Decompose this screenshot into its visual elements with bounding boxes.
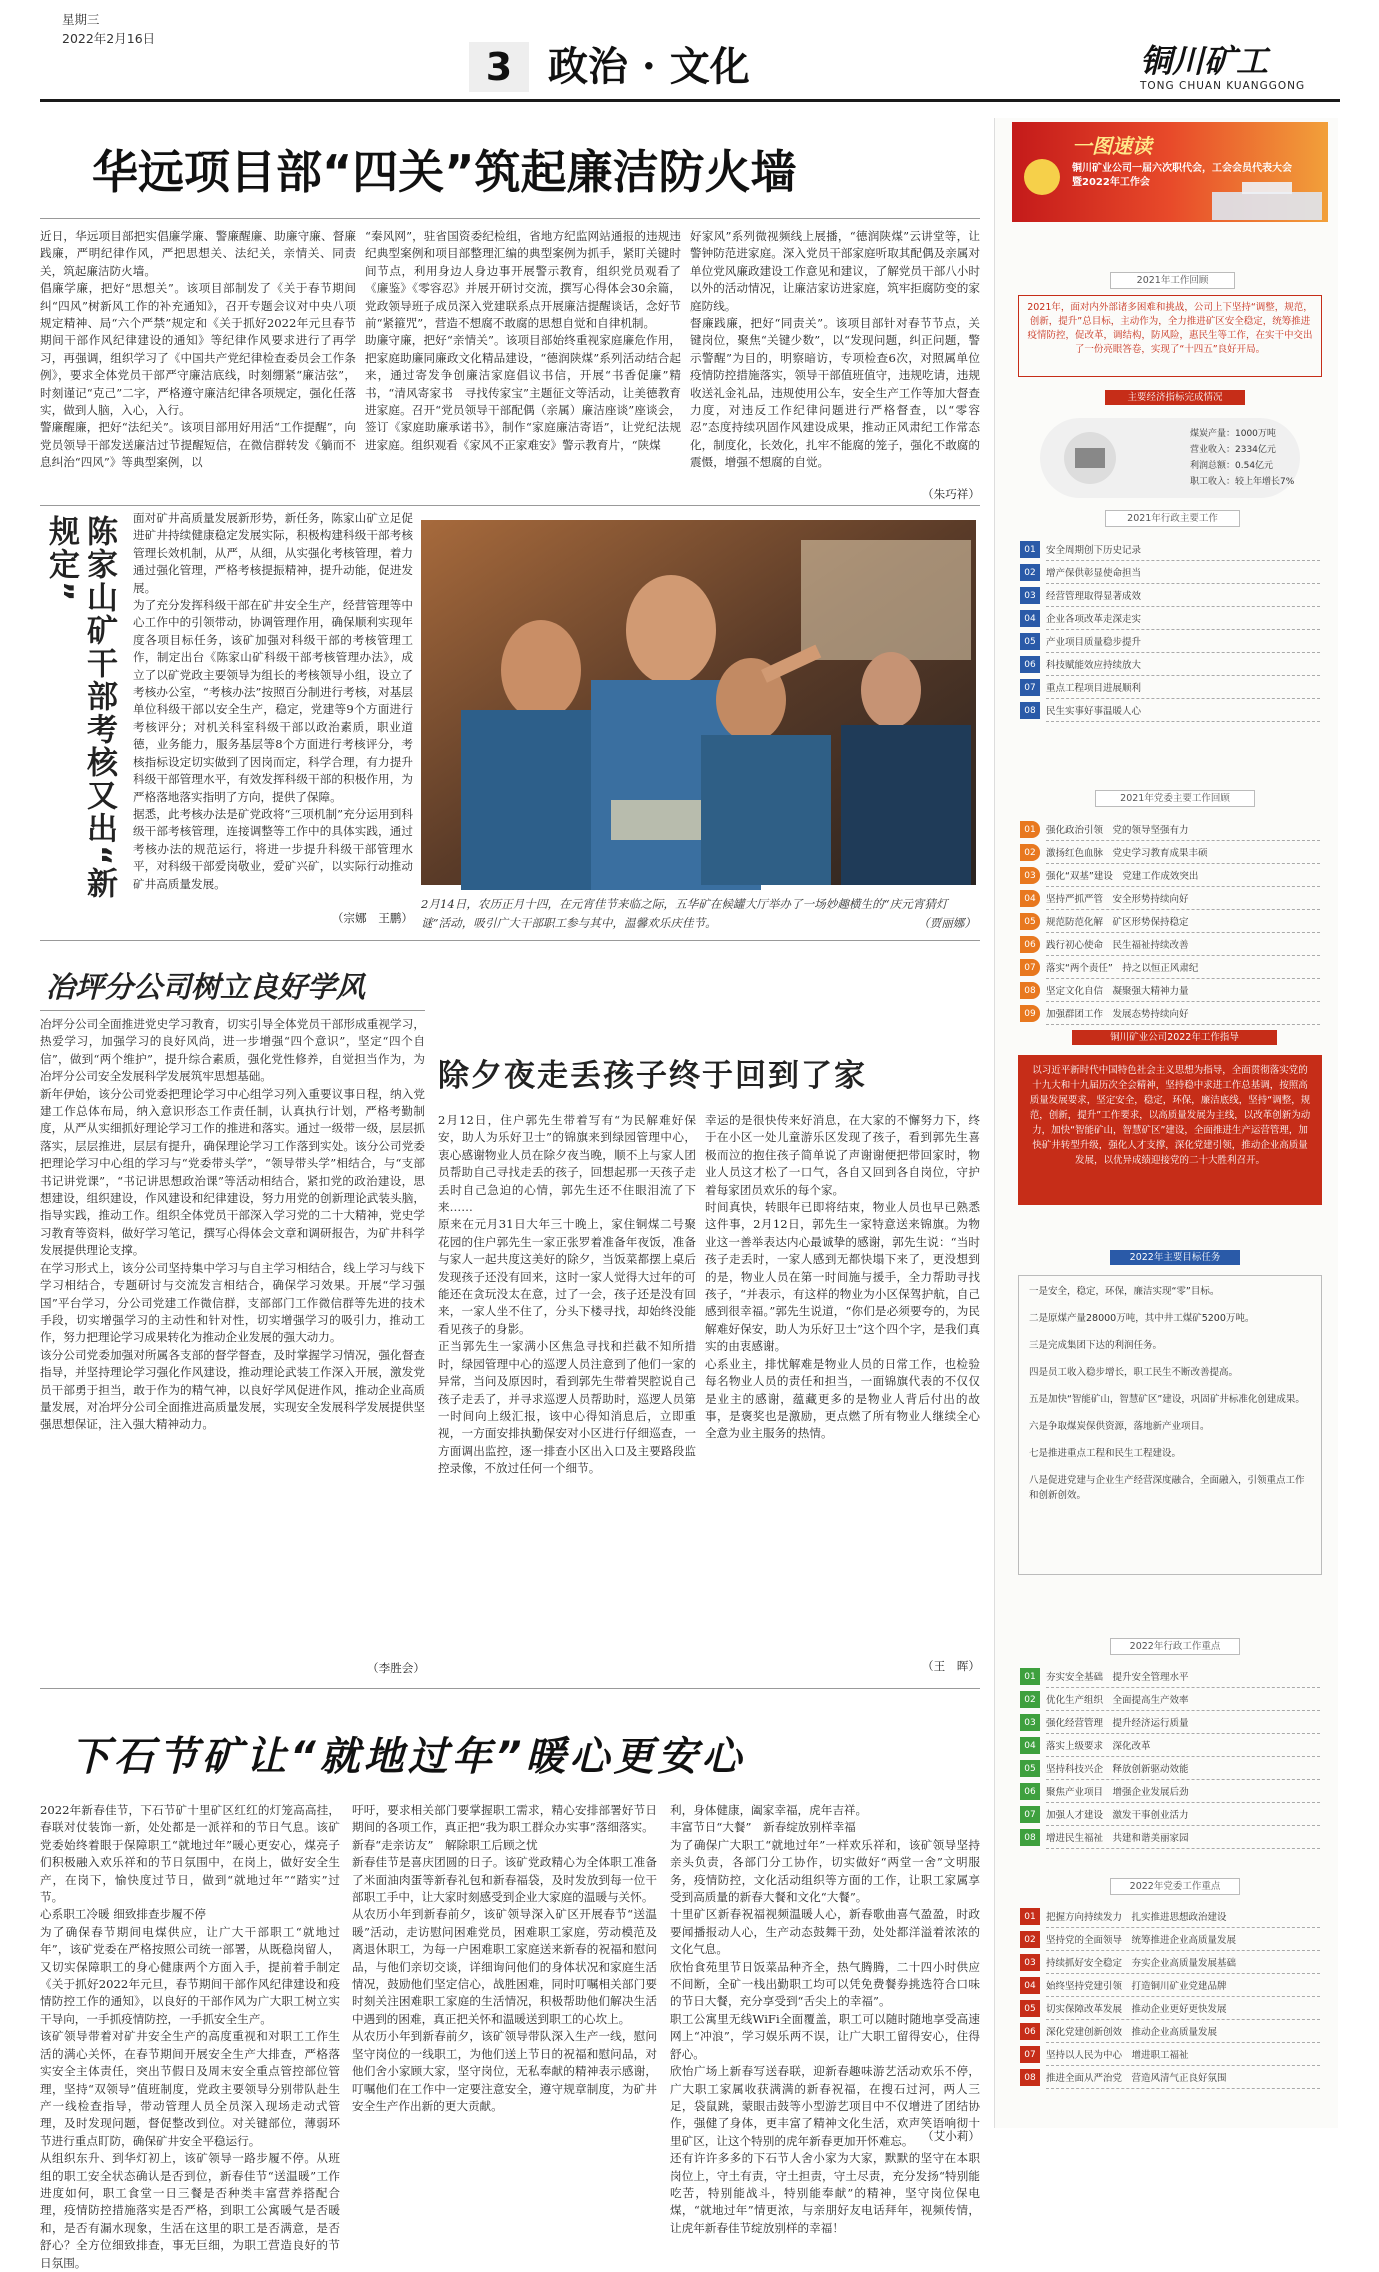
building-icon <box>1012 122 1328 222</box>
banner-title: 一图速读 <box>1072 134 1152 158</box>
party-item: 06 践行初心使命 民生福祉持续改善 <box>1020 933 1320 956</box>
task-item: 一是安全，稳定，环保，廉洁实现“零”目标。 <box>1029 1286 1220 1297</box>
party-key-list <box>1020 1905 1320 2089</box>
admin-item: 03 经营管理取得显著成效 <box>1020 584 1320 607</box>
admin-heading: 2021年行政主要工作 <box>1105 510 1240 527</box>
task-item: 三是完成集团下达的利润任务。 <box>1029 1340 1163 1351</box>
admin-item: 01 安全周期创下历史记录 <box>1020 538 1320 561</box>
divider <box>40 505 980 506</box>
page-number: 3 <box>469 42 529 92</box>
party-item: 02 激扬红色血脉 党史学习教育成果丰硕 <box>1020 841 1320 864</box>
admin-item: 02 增产保供彰显使命担当 <box>1020 561 1320 584</box>
indicators-box <box>1040 418 1300 498</box>
article-2-byline: （宗娜 王鹏） <box>331 911 413 925</box>
admin-item: 07 重点工程项目进展顺利 <box>1020 676 1320 699</box>
admin-list <box>1020 538 1320 722</box>
party-key-item: 02 坚持党的全面领导 统筹推进企业高质量发展 <box>1020 1928 1320 1951</box>
party-item: 07 落实“两个责任” 持之以恒正风肃纪 <box>1020 956 1320 979</box>
weekday: 星期三 <box>62 12 100 27</box>
infographic-banner <box>1012 122 1328 222</box>
admin-item: 05 产业项目质量稳步提升 <box>1020 630 1320 653</box>
article-3-body: 冶坪分公司全面推进党史学习教育，切实引导全体党员干部形成重视学习，热爱学习，加强学习的良好风尚，进一步增强“四个意识”，坚定“四个自信”，做到“两个维护”，提升综合素质，强化党性修养，自觉担当作为，为冶坪分公司安全发展科学发展筑牢思想基础。 新年伊始，该分公司党委把理论学习中心组学习列入重要议事日程，纳入党建工作总体布局，纳入意识形态工作责任制，认真执行计划，严格考勤制度，从严从实细抓好理论学习工作的推进和落实。通过一级带一级，层层抓落实，层层推进，层层有提升，确保理论学习工作落到实处。该分公司党委把理论学习中心组的学习与“党委带头学”，“领导带头学”相结合，与“支部书记讲党课”，“书记讲思想政治课”等活动相结合，紧扣党的政治建设，思想建设，组织建设，作风建设和纪律建设，努力用党的创新理论武装头脑，指导实践，推动工作。组织全体党员干部深入学习党的二十大精神，党史学习教育等资料，做好学习笔记，撰写心得体会文章和调研报告，为矿井科学发展提供理论支撑。 在学习形式上，该分公司坚持集中学习与自主学习相结合，线上学习与线下学习相结合，专题研讨与交流发言相结合，确保学习效果。开展“学习强国”平台学习，分公司党建工作微信群，支部部门工作微信群等先进的技术手段，切实增强学习的主动性和针对性，切实增强学习的吸引力，推动工作，努力把理论学习成果转化为推动企业发展的强大动力。 该分公司党委加强对所属各支部的督学督查，及时掌握学习情况，强化督查指导，并坚持理论学习强化作风建设，推动理论武装工作深入开展，激发党员干部勇于担当，敢于作为的精气神，以良好学风促进作风，推动企业高质量发展，对冶坪分公司全面推进高质量发展，实现安全发展科学发展提供坚强思想保证，注入强大精神动力。 <box>40 1017 425 1432</box>
headline-article-4: 除夕夜走丢孩子终于回到了家 <box>438 1058 867 1094</box>
recap-heading: 2021年工作回顾 <box>1110 272 1235 289</box>
divider <box>40 940 980 941</box>
article-1-col1: 近日，华远项目部把实倡廉学廉、警廉醒廉、助廉守廉、督廉践廉，严明纪律作风，严把思想关、法纪关，亲情关、同责关，筑起廉洁防火墙。 倡廉学廉，把好“思想关”。该项目部制发了《关于春节期间纠“四风”树新风工作的补充通知》，召开专题会议对中央八项规定精神、局“六个严禁”规定和《关于抓好2022年元旦春节期间干部作风纪律建设的通知》等纪律作风要求进行了再学习，再强调，组织学习了《中国共产党纪律检查委员会工作条例》，要求全体党员干部严守廉洁底线，时刻绷紧“廉洁弦”，时刻谨记“克己”二字，严格遵守廉洁纪律各项规定，强化任落实，做到人脑，入心，入行。 警廉醒廉，把好“法纪关”。该项目部用好用活“工作提醒”，向党员领导干部发送廉洁过节提醒短信，在微信群转发《躺而不息纠治“四风”》等典型案例，以 <box>40 229 356 470</box>
task-item: 四是员工收入稳步增长，职工民生不断改善提高。 <box>1029 1367 1239 1378</box>
section-title: 政治 · 文化 <box>548 43 750 90</box>
tasks-list <box>1018 1275 1322 1575</box>
task-item: 七是推进重点工程和民生工程建设。 <box>1029 1448 1182 1459</box>
key-item: 08 增进民生福祉 共建和谐美丽家园 <box>1020 1826 1320 1849</box>
party-item: 09 加强群团工作 发展态势持续向好 <box>1020 1002 1320 1025</box>
article-5-byline: （艾小莉） <box>922 2129 980 2143</box>
tasks-heading: 2022年主要目标任务 <box>1110 1250 1240 1265</box>
party-key-item: 05 切实保障改革发展 推动企业更好更快发展 <box>1020 1997 1320 2020</box>
newspaper-name-en: TONG CHUAN KUANGGONG <box>1140 80 1306 92</box>
task-item: 六是争取煤炭保供资源，落地新产业项目。 <box>1029 1421 1210 1432</box>
task-item: 二是原煤产量28000万吨，其中井工煤矿5200万吨。 <box>1029 1313 1255 1324</box>
guide-heading: 铜川矿业公司2022年工作指导 <box>1072 1030 1277 1045</box>
article-1-col3: 好家风”系列微视频线上展播，“德润陕煤”云讲堂等，让警钟防范进家庭。深入党员干部家庭听取其配偶及亲属对单位党风廉政建设工作意见和建议，了解党员干部八小时以外的活动情况，让廉洁家访进家庭，筑牢拒腐防变的家庭防线。 督廉践廉，把好“同责关”。该项目部针对春节节点，关键岗位，聚焦“关键少数”，以“发现问题，纠正问题，警示警醒”为目的，明察暗访，专项检查6次，对照属单位疫情防控措施落实，领导干部值班值守，违规吃请，违规收送礼金礼品，违规使用公车，安全生产工作等加大督查力度，对违反工作纪律问题进行严格督查，以“零容忍”态度持续巩固作风建设成果，推动正风肃纪工作常态化，制度化，长效化，扎牢不能腐的笼子，强化不敢腐的震慑，增强不想腐的自觉。 <box>690 229 980 470</box>
indicator-item: 煤炭产量：1000万吨 <box>1190 429 1276 439</box>
recap-text: 2021年，面对内外部诸多困难和挑战，公司上下坚持“调整，规范，创新，提升”总目标，主动作为，全力推进矿区安全稳定，统筹推进疫情防控，促改革，调结构，防风险，惠民生等工作，在实干中交出了一份亮眼答卷，实现了“十四五”良好开局。 <box>1018 295 1322 377</box>
key-list <box>1020 1665 1320 1849</box>
admin-item: 06 科技赋能效应持续放大 <box>1020 653 1320 676</box>
newspaper-name: 铜川矿工 <box>1140 42 1269 80</box>
article-3-byline: （李胜会） <box>367 1661 425 1675</box>
article-5-col2: 吁吁，要求相关部门要掌握职工需求，精心安排部署好节日期间的各项工作，真正把“我为职工群众办实事”落细落实。 新春“走亲访友” 解除职工后顾之忧 新春佳节是喜庆团圆的日子。该矿党政精心为全体职工准备了米面油肉蛋等新春礼包和新春福袋，及时发放到每一位干部职工手中，让大家时刻感受到企业大家庭的温暖与关怀。 从农历小年到新春前夕，该矿领导深入矿区开展春节“送温暖”活动，走访慰问困难党员，困难职工家庭，劳动模范及离退休职工，为每一户困难职工家庭送来新春的祝福和慰问品，与他们亲切交谈，详细询问他们的身体状况和家庭生活情况，鼓励他们坚定信心，战胜困难，同时叮嘱相关部门要时刻关注困难职工家庭的生活情况，积极帮助他们解决生活中遇到的困难，真正把关怀和温暖送到职工的心坎上。 从农历小年到新春前夕，该矿领导带队深入生产一线，慰问坚守岗位的一线职工，为他们送上节日的祝福和慰问品，对他们舍小家顾大家，坚守岗位，无私奉献的精神表示感谢，叮嘱他们在工作中一定要注意安全，遵守规章制度，为矿井安全生产作出新的更大贡献。 <box>352 1803 657 2113</box>
photo-credit: （贾丽娜） <box>918 916 976 930</box>
party-key-item: 03 持续抓好安全稳定 夯实企业高质量发展基础 <box>1020 1951 1320 1974</box>
indicators-list <box>1190 426 1294 490</box>
party-item: 03 强化“双基”建设 党建工作成效突出 <box>1020 864 1320 887</box>
party-key-item: 01 把握方向持续发力 扎实推进思想政治建设 <box>1020 1905 1320 1928</box>
masthead-date <box>62 10 155 48</box>
article-5-col1: 2022年新春佳节，下石节矿十里矿区红红的灯笼高高挂，春联对仗装饰一新，处处都是一派祥和的节日气息。该矿党委始终着眼于保障职工“就地过年”暖心更安心，煤亮子们积极融入欢乐祥和的节日氛围中，在岗上，做好安全生产，在岗下，愉快度过节日，做到“就地过年”“踏实”过节。 心系职工冷暖 细致排查步履不停 为了确保春节期间电煤供应，让广大干部职工“就地过年”，该矿党委在严格按照公司统一部署，从既稳岗留人，又切实保障职工的身心健康两个方面入手，提前着手制定《关于抓好2022年元旦，春节期间干部作风纪律建设和疫情防控工作的通知》，以良好的干部作风为广大职工树立实干导向，一手抓疫情防控，一手抓安全生产。 该矿领导带着对矿井安全生产的高度重视和对职工工作生活的满心关怀，在春节期间开展安全生产大排查，严格落实安全主体责任，突出节假日及周末安全重点管控部位管理，坚持“双领导”值班制度，党政主要领导分别带队赴生产一线检查指导，带动管理人员全员深入现场走动式管理，及时发现问题，督促整改到位。对关键部位，薄弱环节进行重点盯防，确保矿井安全平稳运行。 从组织东升、到华灯初上，该矿领导一路步履不停。从班组的职工安全状态确认是否到位，新春佳节“送温暖”工作进度如何，职工食堂一日三餐是否种类丰富营养搭配合理，疫情防控措施落实是否严格，到职工公寓暖气是否暖和，是否有漏水现象，生活在这里的职工是否满意，是否舒心？全方位细致排查，事无巨细，为职工营造良好的节日氛围。 <box>40 1803 340 2270</box>
key-item: 01 夯实安全基础 提升安全管理水平 <box>1020 1665 1320 1688</box>
key-item: 05 坚持科技兴企 释放创新驱动效能 <box>1020 1757 1320 1780</box>
party-key-item: 06 深化党建创新创效 推动企业高质量发展 <box>1020 2020 1320 2043</box>
article-1-byline: （朱巧祥） <box>922 487 980 501</box>
party-key-heading: 2022年党委工作重点 <box>1110 1878 1240 1895</box>
key-item: 04 落实上级要求 深化改革 <box>1020 1734 1320 1757</box>
key-item: 03 强化经营管理 提升经济运行质量 <box>1020 1711 1320 1734</box>
masthead-rule <box>40 99 1340 102</box>
divider <box>40 218 980 219</box>
party-key-item: 04 始终坚持党建引领 打造铜川矿业党建品牌 <box>1020 1974 1320 1997</box>
admin-item: 08 民生实事好事温暖人心 <box>1020 699 1320 722</box>
key-heading: 2022年行政工作重点 <box>1110 1638 1240 1655</box>
article-4-col1: 2月12日，住户郭先生带着写有“为民解难好保安，助人为乐好卫士”的锦旗来到绿园管理中心，衷心感谢物业人员在除夕夜当晚，顺不上与家人团员帮助自己寻找走丢的孩子，回想起那一天孩子走丢时自己急迫的心情，郭先生还不住眼泪流了下来…… 原来在元月31日大年三十晚上，家住铜煤二号聚花园的住户郭先生一家正张罗着准备年夜饭，准备与家人一起共度这美好的除夕，当饭菜都摆上桌后发现孩子还没有回来，这时一家人觉得大过年的可能还在贪玩没太在意，过了一会，孩子还是没有回来，一家人坐不住了，分头下楼寻找，却始终没能看见孩子的身影。 正当郭先生一家满小区焦急寻找和拦截不知所措时，绿园管理中心的巡逻人员注意到了他们一家的异常，当问及原因时，看到郭先生带着哭腔说自己孩子走丢了，并寻求巡逻人员帮助时，巡逻人员第一时间向上级汇报，该中心得知消息后，立即重视，一方面安排执勤保安对小区进行仔细巡查，一方面调出监控，逐一排查小区出入口及主要路段监控录像，不放过任何一个细节。 <box>438 1113 696 1476</box>
indicators-heading: 主要经济指标完成情况 <box>1105 390 1245 405</box>
guide-text: 以习近平新时代中国特色社会主义思想为指导，全面贯彻落实党的十九大和十九届历次全会精神，坚持稳中求进工作总基调，按照高质量发展要求，坚定安全，稳定，环保，廉洁底线，坚持“调整，规范，创新，提升”工作要求，以高质量发展为主线，以改革创新为动力，加快“智能矿山，智慧矿区”建设，全面推进生产运营管理，加快矿井转型升级，强化人才支撑，深化党建引领，推动企业高质量发展，以优异成绩迎接党的二十大胜利召开。 <box>1018 1055 1322 1205</box>
indicator-item: 职工收入：较上年增长7% <box>1190 477 1295 487</box>
party-list <box>1020 818 1320 1025</box>
banner-subtitle: 铜川矿业公司一届六次职代会，工会会员代表大会暨2022年工作会 <box>1072 163 1292 188</box>
admin-item: 04 企业各项改革走深走实 <box>1020 607 1320 630</box>
key-item: 07 加强人才建设 激发干事创业活力 <box>1020 1803 1320 1826</box>
divider <box>40 1010 425 1011</box>
task-item: 五是加快“智能矿山，智慧矿区”建设，巩固矿井标准化创建成果。 <box>1029 1394 1305 1405</box>
indicator-item: 利润总额：0.54亿元 <box>1190 461 1274 471</box>
headline-article-5: 下石节矿让“就地过年”暖心更安心 <box>70 1734 746 1780</box>
party-item: 01 强化政治引领 党的领导坚强有力 <box>1020 818 1320 841</box>
photo-caption <box>421 895 976 933</box>
party-heading: 2021年党委主要工作回顾 <box>1095 790 1255 807</box>
key-item: 02 优化生产组织 全面提高生产效率 <box>1020 1688 1320 1711</box>
article-2-body: 面对矿井高质量发展新形势，新任务，陈家山矿立足促进矿井持续健康稳定发展实际，积极构建科级干部考核管理长效机制，从严，从细，从实强化考核管理，着力通过强化管理，严格考核提振精神，提升动能，促进发展。 为了充分发挥科级干部在矿井安全生产，经营管理等中心工作中的引领带动，协调管理作用，确保顺利实现年度各项目标任务，该矿加强对科级干部的考核管理工作，制定出台《陈家山矿科级干部考核管理办法》，成立了以矿党政主要领导为组长的考核领导小组，设立了考核办公室，“考核办法”按照百分制进行考核，对基层单位科级干部以安全生产，稳定，党建等9个方面进行考核评分；对机关科室科级干部以政治素质，职业道德，业务能力，服务基层等8个方面进行考核评分，考核指标设定切实做到了因岗而定，科学合理，有力提升科级干部管理水平，有效发挥科级干部的积极作用，为严格落地落实指明了方向，提供了保障。 据悉，此考核办法是矿党政将“三项机制”充分运用到科级干部考核管理，连接调整等工作中的具体实践，通过考核办法的规范运行，将进一步提升科级干部管理水平，对科级干部爱岗敬业，爱矿兴矿，以实际行动推动矿井高质量发展。 <box>133 511 413 891</box>
headline-article-2: 陈家山矿干部考核又出“新规定” <box>43 515 117 901</box>
article-5-col3: 利，身体健康，阖家幸福，虎年吉祥。 丰富节日“大餐” 新春绽放别样幸福 为了确保广大职工“就地过年”一样欢乐祥和，该矿领导坚持亲头负责，各部门分工协作，切实做好“两堂一舍”文明服务，疫情防控，文化活动组织等方面的工作，让职工家属享受到高质量的新春大餐和文化“大餐”。 十里矿区新春祝福视频温暖人心，新春歌曲喜气盈盈，时政要闻播报动人心，生产动态鼓舞干劲，处处都洋溢着浓浓的文化气息。 欣怡食苑里节日饭菜品种齐全，热气腾腾，二十四小时供应不间断，全矿一栈出勤职工均可以凭免费餐券挑选符合口味的节日大餐，充分享受到“舌尖上的幸福”。 职工公寓里无线WiFi全面覆盖，职工可以随时随地享受高速网上“冲浪”，学习娱乐两不误，让广大职工留得安心，住得舒心。 欣怡广场上新春写送春联，迎新春趣味游艺活动欢乐不停，广大职工家属收获满满的新春祝福，在搜石过河，两人三足，袋鼠跳，蒙眼击鼓等小型游艺项目中不仅增进了团结协作，强健了身体，更丰富了精神文化生活，欢声笑语响彻十里矿区，让这个特别的虎年新春更加开怀难忘。 还有许许多多的下石节人舍小家为大家，默默的坚守在本职岗位上，守土有责，守土担责，守土尽责，充分发扬“特别能吃苦，特别能战斗，特别能奉献”的精神，坚守岗位保电煤，“就地过年”情更浓，与亲朋好友电话拜年，视频传情，让虎年新春佳节绽放别样的幸福！ <box>670 1803 980 2235</box>
issue-date: 2022年2月16日 <box>62 31 156 46</box>
headline-article-1: 华远项目部“四关”筑起廉洁防火墙 <box>92 145 797 199</box>
article-4-col2: 幸运的是很快传来好消息，在大家的不懈努力下，终于在小区一处儿童游乐区发现了孩子，看到郭先生喜极而泣的抱住孩子简单说了声谢谢便把带回家时，物业人员这才松了一口气，各自又回到各自岗位，守护着每家团员欢乐的每个家。 时间真快，转眼年已即将结束，物业人员也早已熟悉这件事，2月12日，郭先生一家特意送来锦旗。为物业这一善举表达内心最诚挚的感谢，郭先生说：“当时孩子走丢时，一家人感到无都快塌下来了，更没想到的是，物业人员在第一时间施与援手，全力帮助寻找孩子，“并表示，有这样的物业为小区保驾护航，自己感到很幸福。”郭先生说道，“你们是必须要夸的，为民解难好保安，助人为乐好卫士”这个四个字，是我们真实的由衷感谢。 心系业主，排忧解难是物业人员的日常工作，也检验每名物业人员的责任和担当，一面锦旗代表的不仅仅是业主的感谢，蕴藏更多的是物业人背后付出的故事，是褒奖也是激励，更点燃了所有物业人继续全心全意为业主服务的热情。 <box>705 1113 980 1441</box>
party-key-item: 07 坚持以人民为中心 增进职工福祉 <box>1020 2043 1320 2066</box>
article-1-col2: “秦风网”，驻省国资委纪检组，省地方纪监网站通报的违规违纪典型案例和项目部整理汇编的典型案例为抓手，紧盯关键时间节点，利用身边人身边事开展警示教育，组织党员观看了《廉鉴》《零容忍》并展开研讨交流，撰写心得体会30余篇，党政领导班子成员深入党建联系点开展廉洁提醒谈话，念好节前“紧箍咒”，营造不想腐不敢腐的思想自觉和自律机制。 助廉守廉，把好“亲情关”。该项目部始终重视家庭廉危作用，把家庭助廉同廉政文化精品建设，“德润陕煤”系列活动结合起来，通过寄发争创廉洁家庭倡议书信，开展“书香促廉”精书，“清风寄家书 寻找传家宝”主题征文等活动，让美德教育进家庭。召开“党员领导干部配偶（亲属）廉洁座谈”座谈会，签订《家庭助廉承诺书》，制作“家庭廉洁寄语”，让党纪法规进家庭。组织观看《家风不正家难安》警示教育片，“陕煤 <box>365 229 681 452</box>
party-key-item: 08 推进全面从严治党 营造风清气正良好氛围 <box>1020 2066 1320 2089</box>
task-item: 八是促进党建与企业生产经营深度融合，全面融入，引领重点工作和创新创效。 <box>1029 1475 1305 1501</box>
indicator-item: 营业收入：2334亿元 <box>1190 445 1276 455</box>
photo-illustration <box>421 520 976 885</box>
coal-icon <box>1060 428 1120 488</box>
key-item: 06 聚焦产业项目 增强企业发展后劲 <box>1020 1780 1320 1803</box>
article-4-byline: （王 晖） <box>922 1659 980 1673</box>
party-item: 04 坚持严抓严管 安全形势持续向好 <box>1020 887 1320 910</box>
divider <box>40 1688 980 1689</box>
news-photo <box>421 520 976 885</box>
photo-caption-text: 2月14日，农历正月十四，在元宵佳节来临之际，五华矿在候罐大厅举办了一场妙趣横生的“庆元宵猜灯谜”活动，吸引广大干部职工参与其中，温馨欢乐庆佳节。 <box>421 897 948 930</box>
headline-article-3: 冶坪分公司树立良好学风 <box>46 970 366 1004</box>
party-item: 05 规范防范化解 矿区形势保持稳定 <box>1020 910 1320 933</box>
party-item: 08 坚定文化自信 凝聚强大精神力量 <box>1020 979 1320 1002</box>
